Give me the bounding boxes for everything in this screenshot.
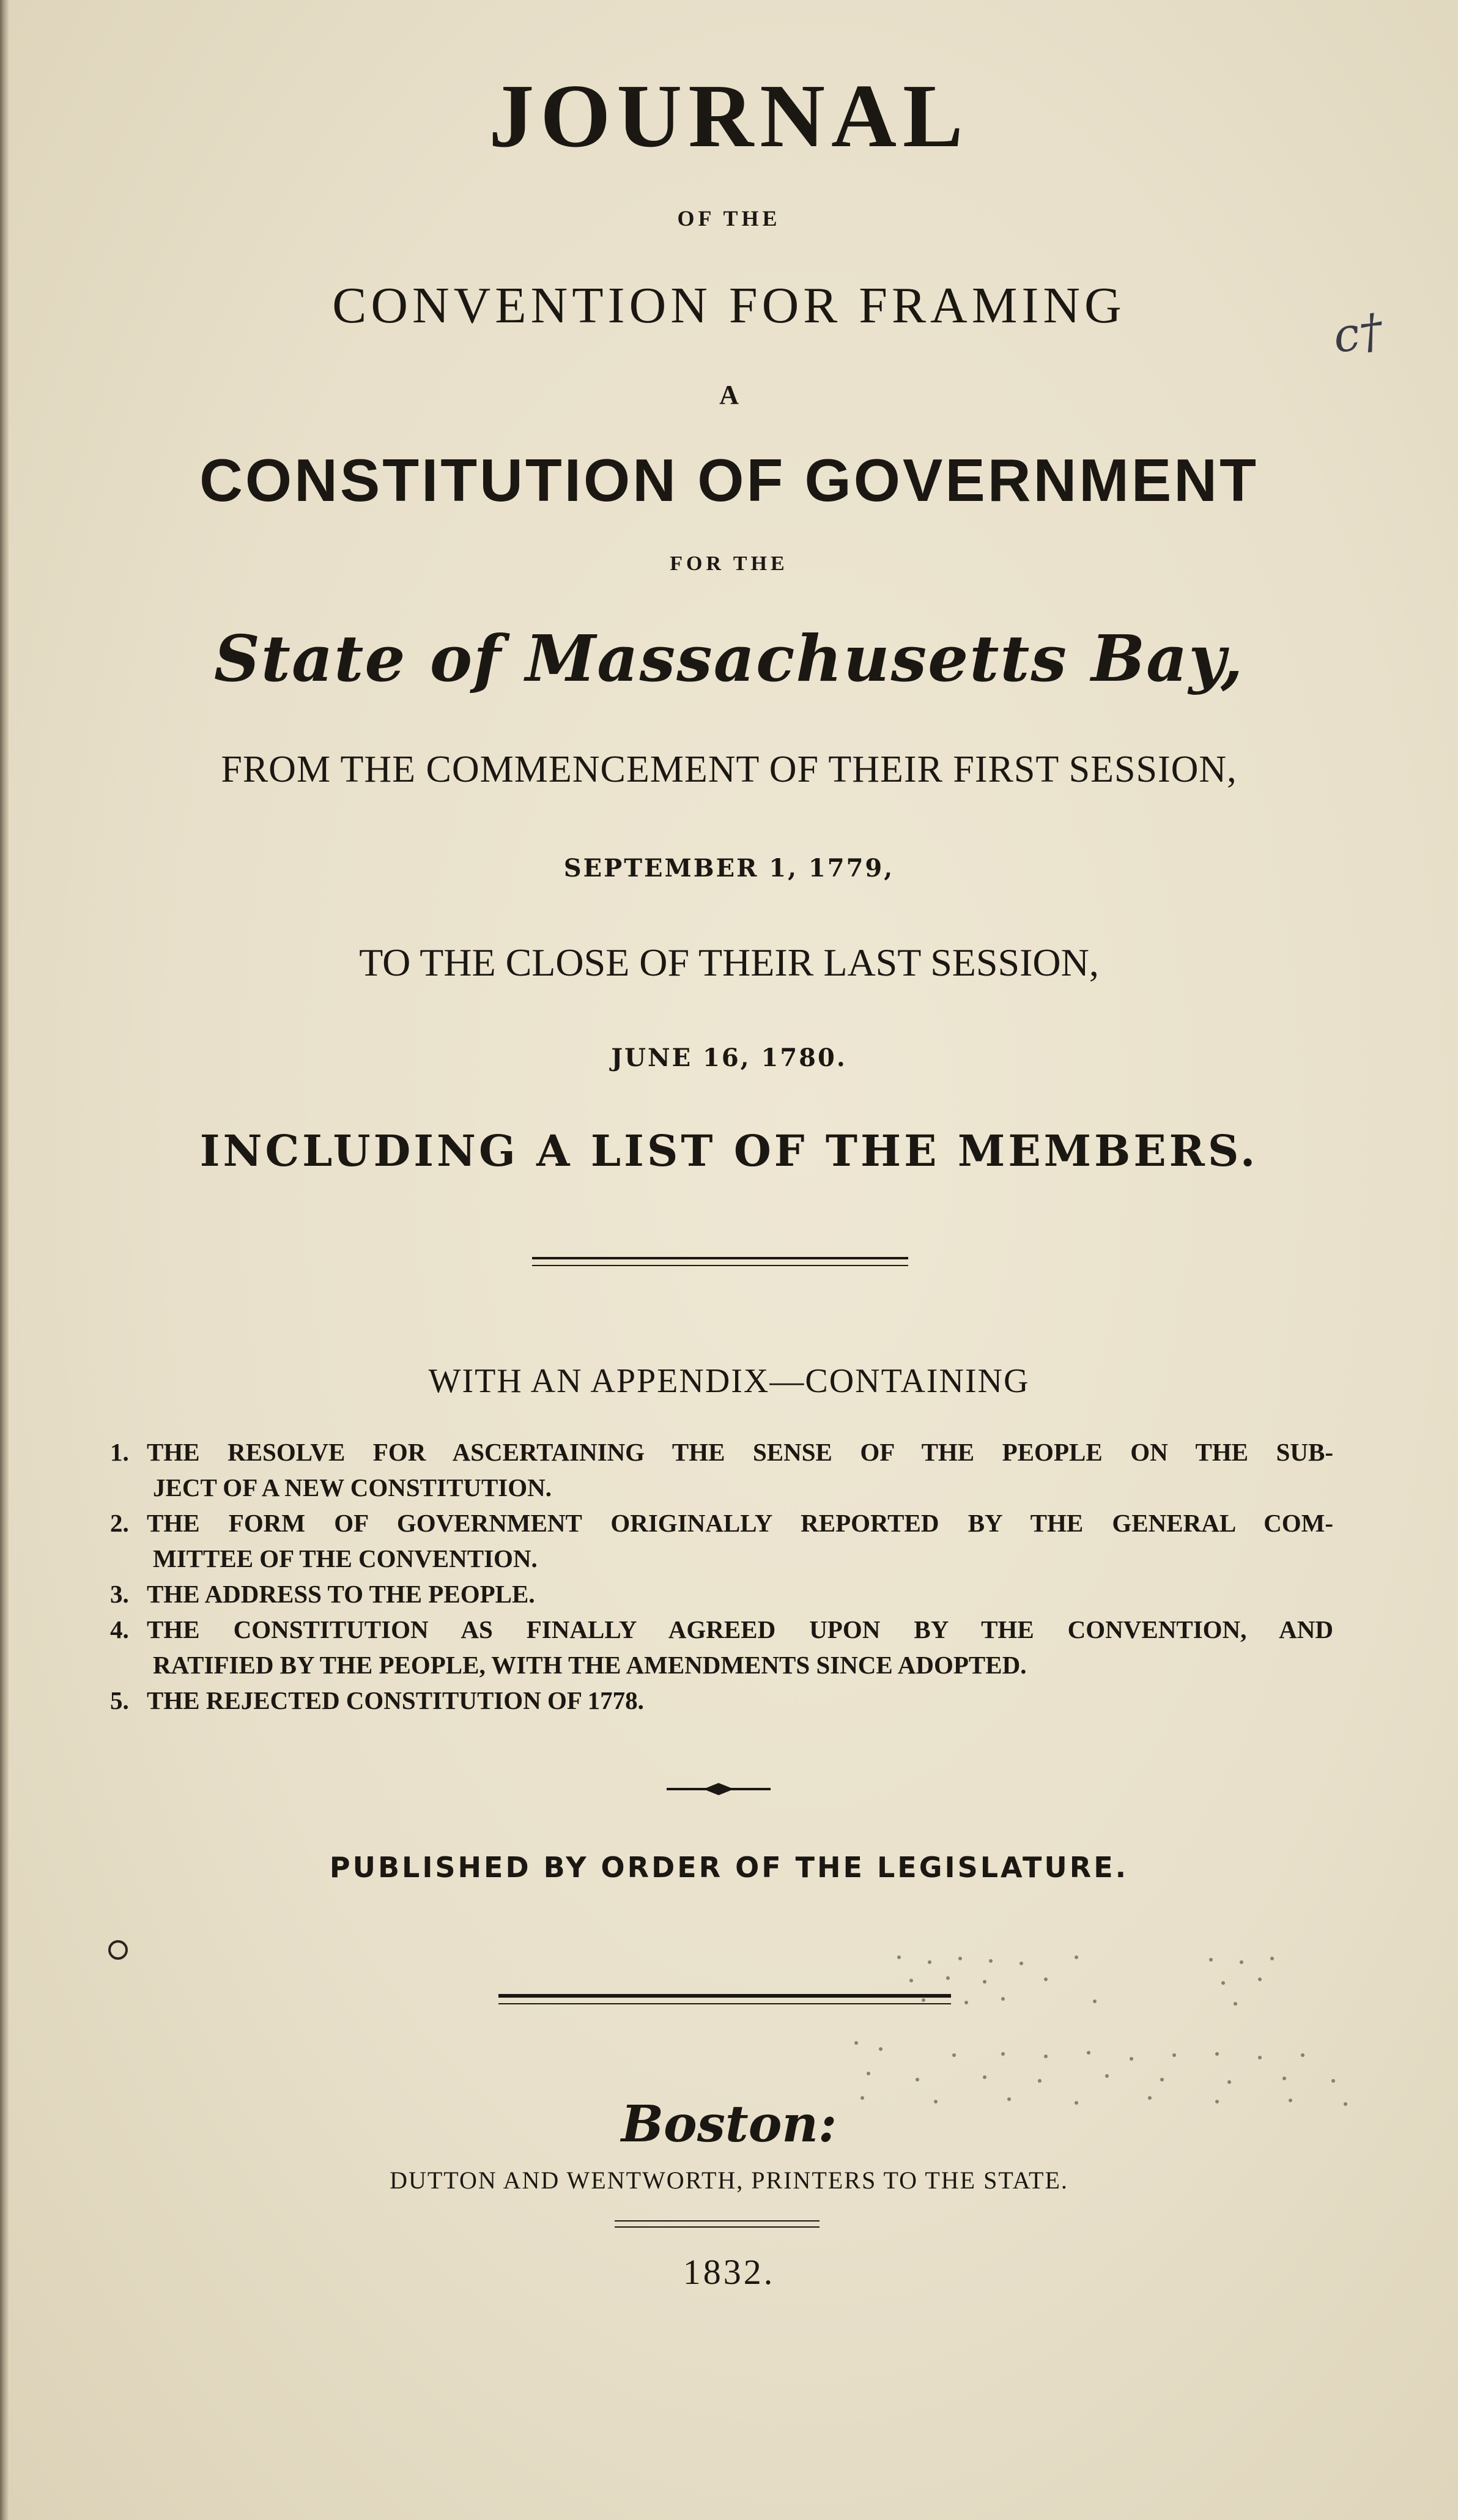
title-a: A [719, 380, 739, 410]
appendix-item-number: 2. [110, 1509, 129, 1537]
appendix-item-line: RATIFIED BY THE PEOPLE, WITH THE AMENDMENTS SINCE ADOPTED. [153, 1651, 1027, 1679]
title-to: TO THE CLOSE OF THEIR LAST SESSION, [359, 941, 1099, 984]
appendix-item-line: THE FORM OF GOVERNMENT ORIGINALLY REPORTED BY THE GENERAL COM- [147, 1509, 1333, 1537]
double-rule-top [532, 1257, 908, 1259]
appendix-item [110, 1576, 1333, 1612]
imprint-printers: DUTTON AND WENTWORTH, PRINTERS TO THE STATE. [390, 2166, 1068, 2194]
title-from: FROM THE COMMENCEMENT OF THEIR FIRST SESSION, [221, 749, 1237, 790]
title-state: State of Massachusetts Bay, [213, 621, 1245, 696]
appendix-item [110, 1612, 1333, 1683]
title-for-the: FOR THE [670, 552, 788, 575]
appendix-item-line: MITTEE OF THE CONVENTION. [153, 1544, 538, 1573]
appendix-item-line: THE REJECTED CONSTITUTION OF 1778. [147, 1686, 644, 1714]
title-including: INCLUDING A LIST OF THE MEMBERS. [199, 1125, 1259, 1176]
title-date-end: JUNE 16, 1780. [611, 1043, 847, 1072]
appendix-item-number: 5. [110, 1686, 129, 1714]
title-of-the: OF THE [677, 206, 781, 231]
title-constitution: CONSTITUTION OF GOVERNMENT [199, 447, 1259, 514]
short-rule-top [615, 2220, 820, 2222]
appendix-heading: WITH AN APPENDIX—CONTAINING [428, 1362, 1030, 1400]
appendix-item [110, 1505, 1333, 1576]
ornament-divider [667, 1777, 771, 1801]
title-journal: JOURNAL [489, 66, 969, 166]
published-by-order: PUBLISHED BY ORDER OF THE LEGISLATURE. [329, 1851, 1129, 1884]
short-rule-bottom [615, 2226, 820, 2228]
double-rule-bottom [532, 1265, 908, 1266]
appendix-list [110, 1434, 1333, 1718]
title-convention: CONVENTION FOR FRAMING [332, 277, 1126, 334]
appendix-item-number: 3. [110, 1580, 129, 1608]
appendix-item-line: THE CONSTITUTION AS FINALLY AGREED UPON BY THE CONVENTION, AND [147, 1615, 1333, 1644]
appendix-item-line: THE RESOLVE FOR ASCERTAINING THE SENSE OF THE PEOPLE ON THE SUB- [147, 1438, 1333, 1466]
title-date-start: SEPTEMBER 1, 1779, [563, 854, 895, 883]
imprint-year: 1832. [683, 2252, 775, 2292]
appendix-item [110, 1434, 1333, 1505]
appendix-item-line: JECT OF A NEW CONSTITUTION. [153, 1473, 552, 1502]
appendix-item-line: THE ADDRESS TO THE PEOPLE. [147, 1580, 535, 1608]
appendix-item-number: 1. [110, 1438, 129, 1466]
imprint-place: Boston: [621, 2095, 837, 2154]
stray-circle-mark [108, 1940, 128, 1960]
handwritten-margin-note: c† [1330, 302, 1386, 364]
appendix-item [110, 1683, 1333, 1718]
appendix-item-number: 4. [110, 1615, 129, 1644]
